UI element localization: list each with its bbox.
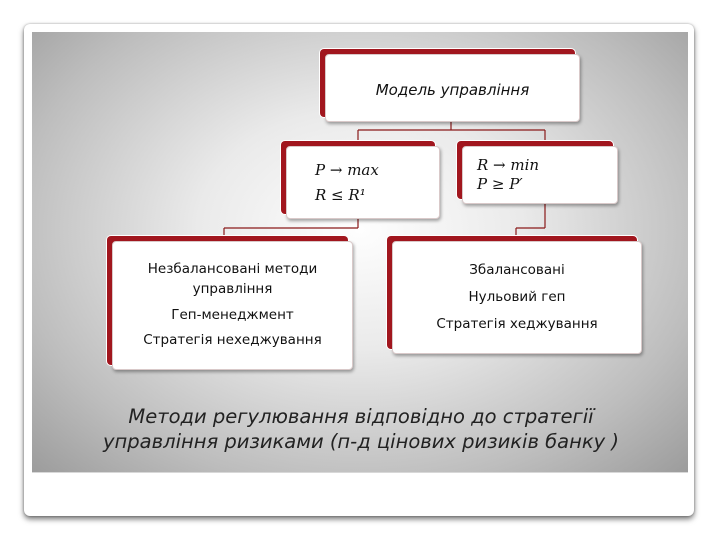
formula-left-line2: R ≤ R¹ [315, 185, 366, 204]
connector-left-formula-to-boxes [224, 219, 358, 241]
connector-model-to-formulas [358, 120, 545, 146]
unbalanced-line2: управління [192, 280, 273, 297]
formula-left-line1: P → max [315, 160, 379, 179]
model-title: Модель управління [375, 81, 530, 99]
formula-box-right [462, 146, 618, 204]
balanced-methods-box [392, 241, 642, 354]
unbalanced-line1: Незбалансовані методи [147, 261, 318, 278]
no-hedging-strategy-label: Стратегія нехеджування [143, 332, 322, 349]
caption-line1: Методи регулювання відповідно до стратегії [128, 405, 594, 428]
caption-line2: управління ризиками (п-д цінових ризиків банку ) [103, 430, 619, 454]
formula-box-left [286, 146, 440, 219]
model-box [325, 54, 580, 122]
connector-right-formula-to-boxes [516, 204, 545, 241]
formula-right-line1: R → min [477, 156, 540, 175]
slide-caption [44, 404, 678, 455]
balanced-line1: Збалансовані [469, 262, 565, 279]
unbalanced-methods-box [112, 241, 353, 370]
formula-right-line2: P ≥ P′ [477, 175, 523, 193]
gap-management-label: Геп-менеджмент [171, 306, 294, 323]
hedging-strategy-label: Стратегія хеджування [436, 315, 598, 332]
zero-gap-label: Нульовий геп [468, 289, 566, 306]
